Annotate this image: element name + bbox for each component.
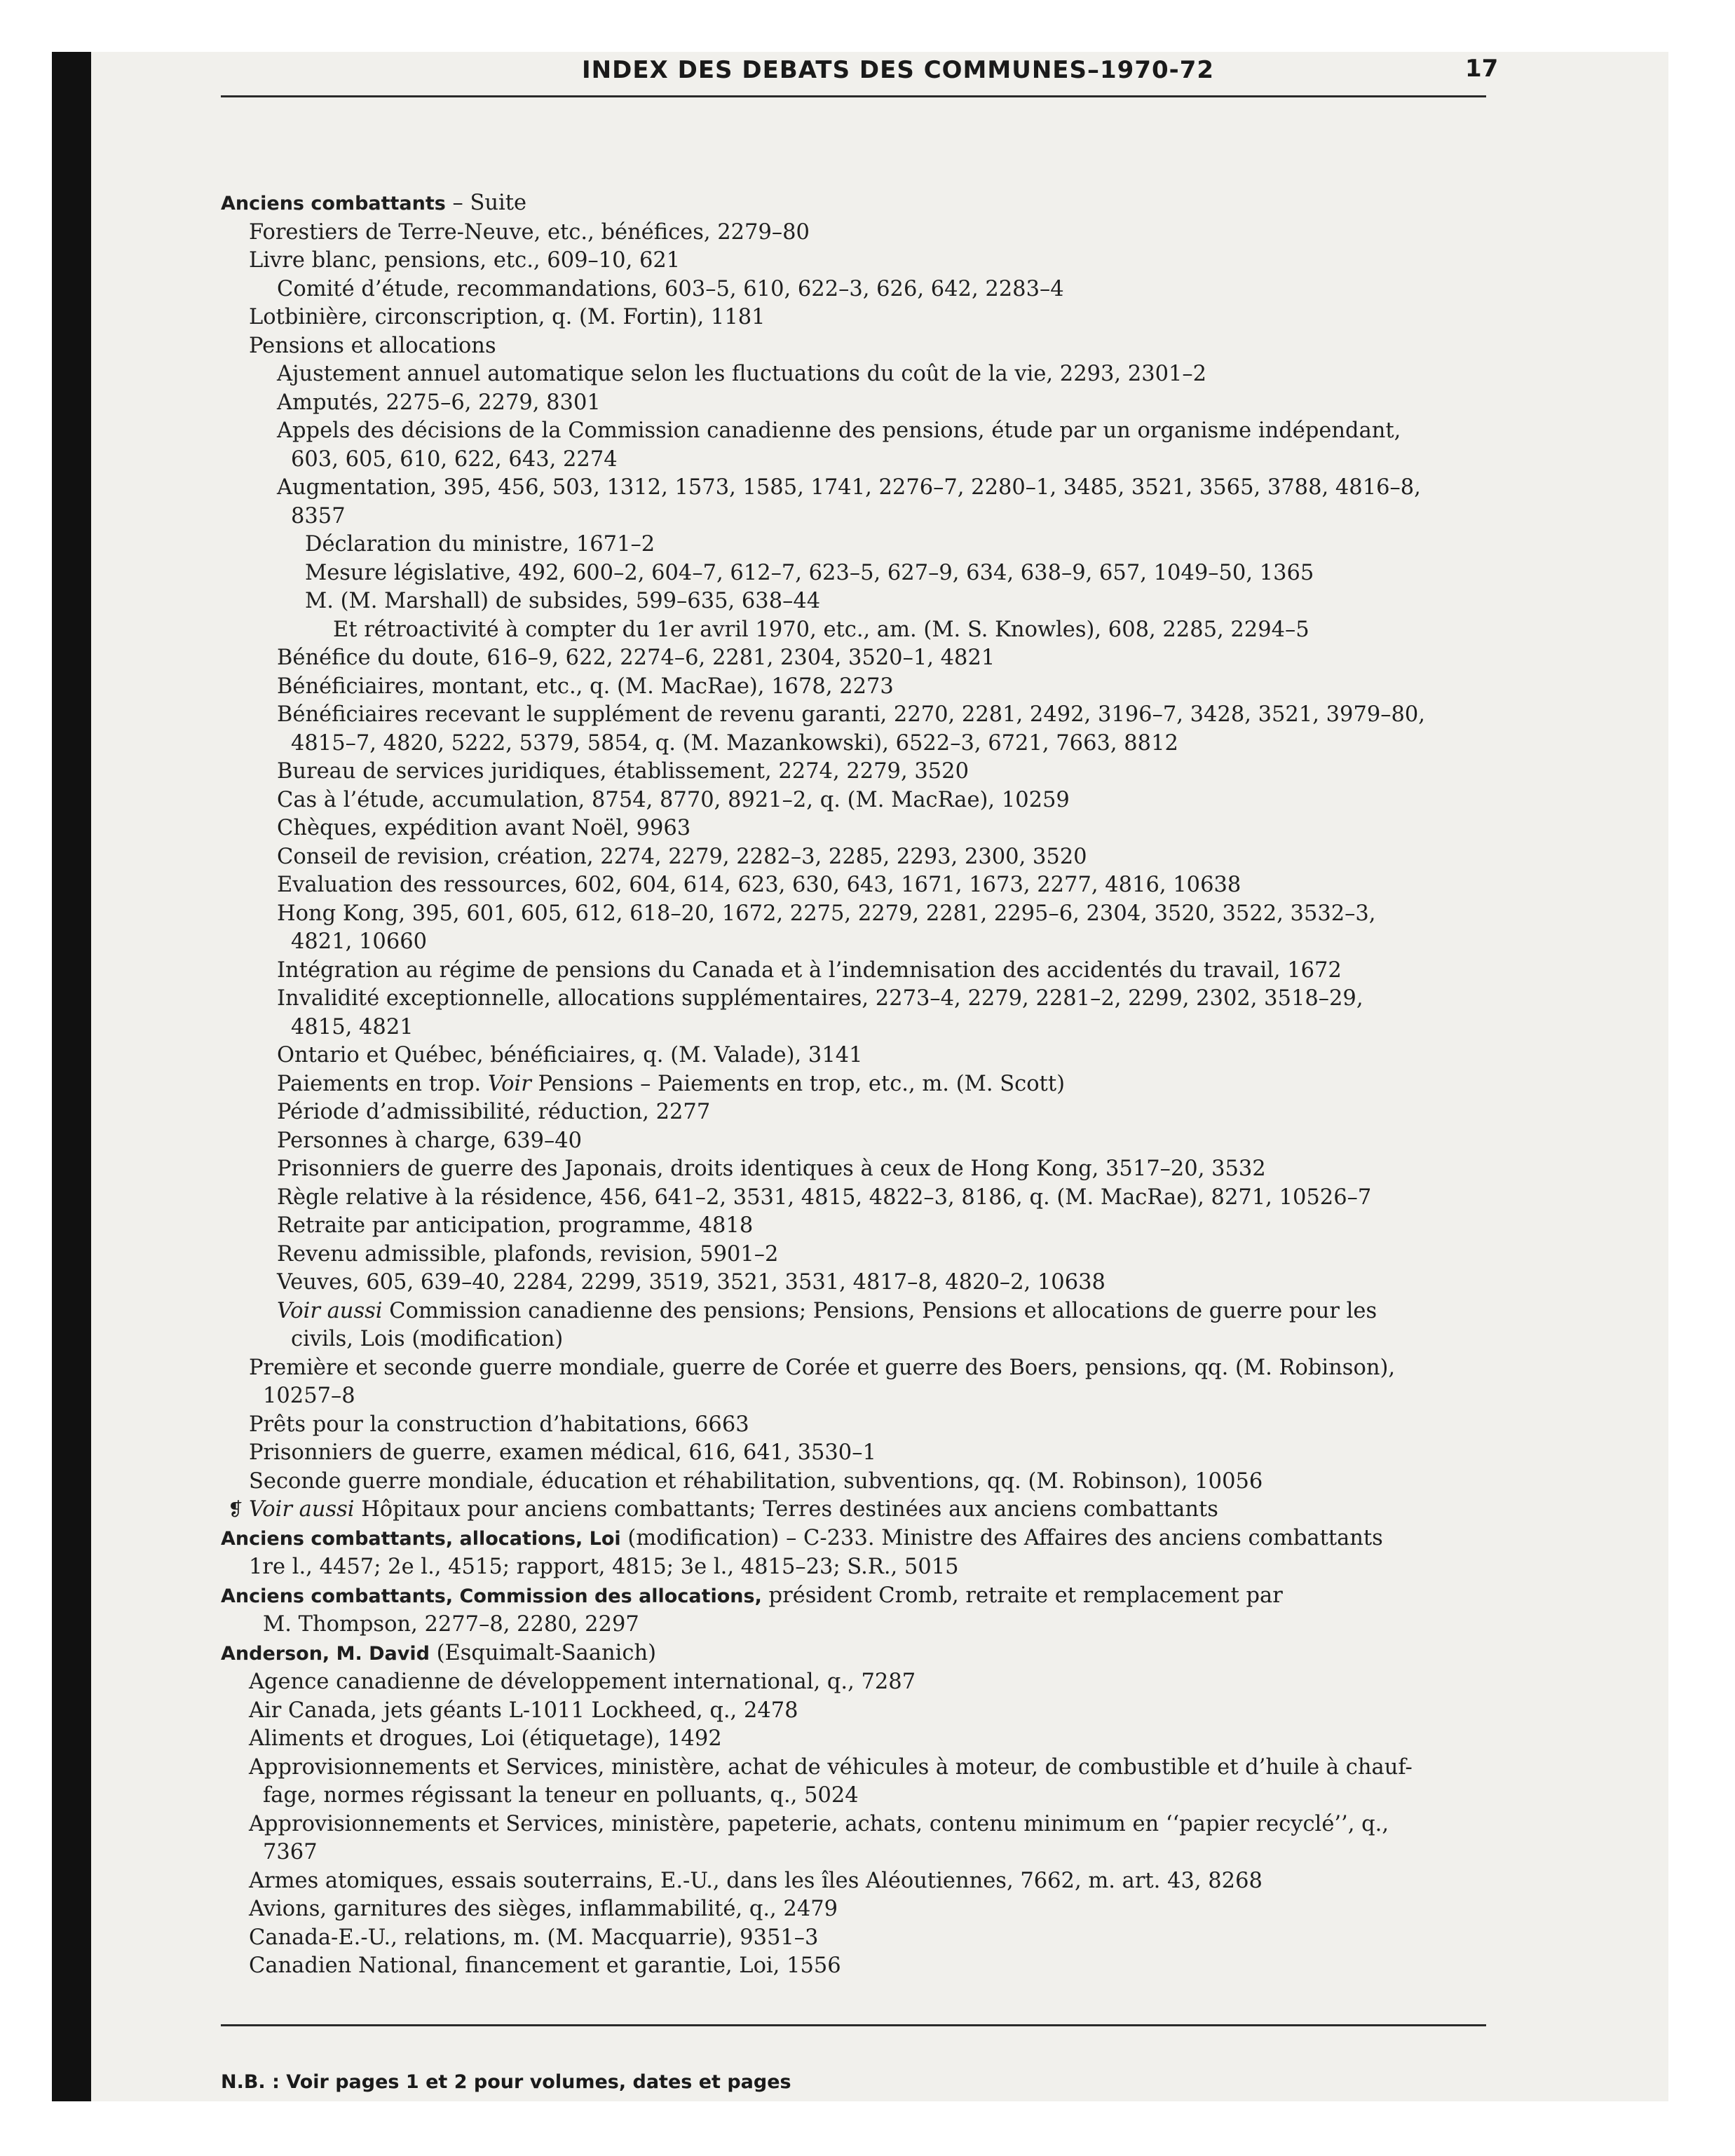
entry-text: (modification) – C-233. Ministre des Affaires des anciens combattants — [620, 1525, 1383, 1550]
index-subentry: Veuves, 605, 639–40, 2284, 2299, 3519, 3521, 3531, 4817–8, 4820–2, 10638 — [277, 1270, 1105, 1295]
see-also-reference: Voir aussi — [249, 1497, 355, 1522]
index-subentry: Comité d’étude, recommandations, 603–5, 610, 622–3, 626, 642, 2283–4 — [277, 276, 1064, 301]
index-subentry — [221, 1070, 1525, 1099]
index-subentry: Ontario et Québec, bénéficiaires, q. (M. Valade), 3141 — [277, 1043, 863, 1067]
index-entry: Approvisionnements et Services, ministère, achat de véhicules à moteur, de combustible et d’huile à chauf- — [249, 1754, 1413, 1780]
index-subentry: Prisonniers de guerre des Japonais, droits identiques à ceux de Hong Kong, 3517–20, 3532 — [277, 1157, 1266, 1181]
footer-note: N.B. : Voir pages 1 et 2 pour volumes, dates et pages — [221, 2071, 791, 2093]
index-continuation: 7367 — [263, 1840, 318, 1864]
index-subentry: Revenu admissible, plafonds, revision, 5901–2 — [277, 1241, 779, 1267]
index-subentry — [221, 1297, 1525, 1326]
index-subentry: Amputés, 2275–6, 2279, 8301 — [277, 390, 601, 415]
index-continuation: M. Thompson, 2277–8, 2280, 2297 — [263, 1612, 639, 1637]
index-continuation: 603, 605, 610, 622, 643, 2274 — [291, 446, 618, 472]
index-entry: Première et seconde guerre mondiale, guerre de Corée et guerre des Boers, pensions, qq. (M. Robinson), — [249, 1355, 1396, 1380]
index-continuation: 4815, 4821 — [291, 1014, 414, 1039]
index-entry: Agence canadienne de développement international, q., 7287 — [249, 1670, 916, 1694]
index-entry: Prisonniers de guerre, examen médical, 616, 641, 3530–1 — [249, 1440, 876, 1465]
index-heading-line — [221, 1582, 1525, 1611]
index-subentry: Evaluation des ressources, 602, 604, 614, 623, 630, 643, 1671, 1673, 2277, 4816, 10638 — [277, 873, 1241, 897]
entry-text: Commission canadienne des pensions; Pensions, Pensions et allocations de guerre pour les — [382, 1298, 1377, 1323]
index-subentry: Règle relative à la résidence, 456, 641–2, 3531, 4815, 4822–3, 8186, q. (M. MacRae), 8271, 10526–7 — [277, 1185, 1372, 1210]
entry-text: (Esquimalt-Saanich) — [429, 1640, 657, 1665]
scan-edge — [52, 52, 91, 2101]
index-entry: Lotbinière, circonscription, q. (M. Fortin), 1181 — [249, 305, 766, 329]
index-entry: Forestiers de Terre-Neuve, etc., bénéfices, 2279–80 — [249, 219, 810, 245]
entry-text: Hôpitaux pour anciens combattants; Terres destinées aux anciens combattants — [354, 1497, 1218, 1522]
index-heading: Anciens combattants — [221, 193, 446, 214]
header-rule — [221, 95, 1486, 97]
index-continuation: civils, Lois (modification) — [291, 1327, 564, 1351]
index-subentry: Personnes à charge, 639–40 — [277, 1128, 583, 1153]
see-also-reference: Voir aussi — [277, 1298, 383, 1323]
page-title: INDEX DES DEBATS DES COMMUNES–1970-72 — [582, 56, 1215, 84]
index-entry: Air Canada, jets géants L-1011 Lockheed, q., 2478 — [249, 1698, 798, 1723]
index-continuation: 4815–7, 4820, 5222, 5379, 5854, q. (M. Mazankowski), 6522–3, 6721, 7663, 8812 — [291, 730, 1178, 756]
entry-text: Pensions – Paiements en trop, etc., m. (M. Scott) — [531, 1071, 1065, 1096]
index-heading: Anciens combattants, Commission des allocations, — [221, 1585, 762, 1607]
margin-mark-icon: ❡ — [228, 1499, 243, 1520]
index-subentry: Augmentation, 395, 456, 503, 1312, 1573, 1585, 1741, 2276–7, 2280–1, 3485, 3521, 3565, 3788, 4816–8, — [277, 475, 1421, 500]
see-reference: Voir — [487, 1071, 531, 1096]
index-subentry: Invalidité exceptionnelle, allocations supplémentaires, 2273–4, 2279, 2281–2, 2299, 2302, 3518–29, — [277, 986, 1363, 1011]
index-heading-line — [221, 189, 1525, 219]
index-subentry: Ajustement annuel automatique selon les fluctuations du coût de la vie, 2293, 2301–2 — [277, 362, 1207, 386]
index-subentry: Conseil de revision, création, 2274, 2279, 2282–3, 2285, 2293, 2300, 3520 — [277, 844, 1087, 869]
index-subentry: Appels des décisions de la Commission canadienne des pensions, étude par un organisme indépendant, — [277, 418, 1401, 443]
index-heading-line — [221, 1639, 1525, 1669]
index-heading: Anciens combattants, allocations, Loi — [221, 1527, 621, 1550]
entry-text: Paiements en trop. — [277, 1071, 488, 1096]
entry-text: président Cromb, retraite et remplacement par — [761, 1583, 1283, 1608]
index-subentry: Bénéficiaires recevant le supplément de revenu garanti, 2270, 2281, 2492, 3196–7, 3428, 3521, 3979–80, — [277, 702, 1426, 727]
index-subsubentry: M. (M. Marshall) de subsides, 599–635, 638–44 — [305, 589, 821, 613]
index-continuation: fage, normes régissant la teneur en polluants, q., 5024 — [263, 1783, 859, 1808]
index-subentry: Bénéficiaires, montant, etc., q. (M. MacRae), 1678, 2273 — [277, 674, 894, 699]
index-entry: Canadien National, financement et garantie, Loi, 1556 — [249, 1953, 841, 1978]
index-continuation: 4821, 10660 — [291, 929, 428, 954]
index-subentry: Cas à l’étude, accumulation, 8754, 8770, 8921–2, q. (M. MacRae), 10259 — [277, 787, 1070, 812]
index-subsubsubentry: Et rétroactivité à compter du 1er avril 1970, etc., am. (M. S. Knowles), 608, 2285, 2294–5 — [333, 617, 1309, 642]
index-subentry: Intégration au régime de pensions du Canada et à l’indemnisation des accidentés du travail, 1672 — [277, 957, 1342, 983]
index-entry: Armes atomiques, essais souterrains, E.-U., dans les îles Aléoutiennes, 7662, m. art. 43, 8268 — [249, 1868, 1263, 1893]
index-subsubentry: Mesure législative, 492, 600–2, 604–7, 612–7, 623–5, 627–9, 634, 638–9, 657, 1049–50, 1365 — [305, 560, 1314, 585]
index-entry — [221, 1496, 1525, 1524]
index-continuation: 1re l., 4457; 2e l., 4515; rapport, 4815; 3e l., 4815–23; S.R., 5015 — [249, 1555, 959, 1579]
index-subentry: Bureau de services juridiques, établissement, 2274, 2279, 3520 — [277, 759, 969, 784]
index-entry: Livre blanc, pensions, etc., 609–10, 621 — [249, 248, 681, 273]
index-continuation: 8357 — [291, 503, 346, 528]
index-body — [221, 189, 1525, 1981]
index-entry: Aliments et drogues, Loi (étiquetage), 1492 — [249, 1726, 722, 1751]
index-heading-line — [221, 1524, 1525, 1554]
index-entry: Approvisionnements et Services, ministère, papeterie, achats, contenu minimum en ‘‘papier recyclé’’, q., — [249, 1811, 1389, 1836]
index-entry: Canada-E.-U., relations, m. (M. Macquarrie), 9351–3 — [249, 1925, 819, 1950]
footer-rule — [221, 2024, 1486, 2026]
index-continuation: 10257–8 — [263, 1384, 355, 1408]
page-number: 17 — [1465, 55, 1499, 83]
index-entry: Prêts pour la construction d’habitations, 6663 — [249, 1412, 749, 1437]
index-subentry: Hong Kong, 395, 601, 605, 612, 618–20, 1672, 2275, 2279, 2281, 2295–6, 2304, 3520, 3522, 3532–3, — [277, 901, 1376, 926]
index-entry: Pensions et allocations — [249, 333, 496, 358]
index-subentry: Chèques, expédition avant Noël, 9963 — [277, 816, 691, 840]
index-subentry: Période d’admissibilité, réduction, 2277 — [277, 1100, 711, 1124]
index-heading: Anderson, M. David — [221, 1642, 430, 1665]
index-subentry: Bénéfice du doute, 616–9, 622, 2274–6, 2281, 2304, 3520–1, 4821 — [277, 646, 995, 670]
index-subsubentry: Déclaration du ministre, 1671–2 — [305, 532, 655, 557]
index-entry: Avions, garnitures des sièges, inflammabilité, q., 2479 — [249, 1897, 838, 1921]
continued-label: – Suite — [445, 191, 527, 215]
index-subentry: Retraite par anticipation, programme, 4818 — [277, 1213, 754, 1238]
index-entry: Seconde guerre mondiale, éducation et réhabilitation, subventions, qq. (M. Robinson), 10056 — [249, 1468, 1263, 1494]
